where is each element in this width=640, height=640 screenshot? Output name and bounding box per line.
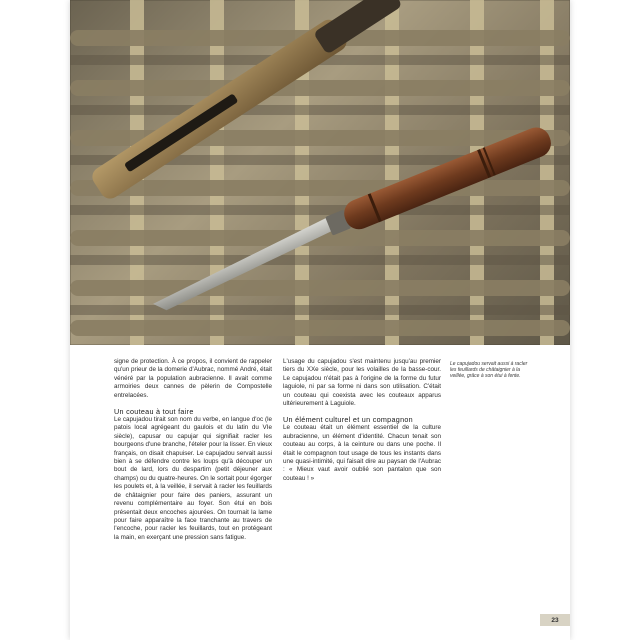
paragraph: signe de protection. À ce propos, il convient de rappeler qu'un prieur de la domerie d'Aubrac, nommé André, était vénéré par la population aubracienne. Il avait comme armoiries deux cannes de pèlerin de Compostelle entrelacées.	[114, 358, 272, 399]
page-number: 23	[540, 614, 570, 626]
knife-photo	[70, 0, 570, 345]
paragraph: Le couteau était un élément essentiel de la culture aubracienne, un élément d'identité. Chacun tenait son couteau au corps, à la ceinture ou dans une poche. Il était le compagnon tout usage de tous les instants dans une quasi-intimité, qui faisait dire au paysan de l'Aubrac : « Mieux vaut avoir oublié son pantalon que son couteau ! »	[283, 424, 441, 482]
book-page	[70, 0, 570, 640]
paragraph: Le capujadou tirait son nom du verbe, en langue d'oc (le patois local agrégeant du gaulois et du latin du VIe siècle), capusar ou capujar qui signifiait racler les bourgeons d'une branche, l'ételer pour la lisser. En vieux français, on disait chapuiser. Le capujadou servait aussi bien à se défendre contre les loups qu'à découper un bout de lard, lors du despartim (petit déjeuner aux champs) ou du quatre-heures. On le sortait pour égorger les poulets et, à la veillée, il servait à racler les feuillards de châtaignier pour faire des paniers, assurant un revenu complémentaire au foyer. Son étui en bois présentait deux encoches ajourées. On tournait la lame pour faire apparaître la face tranchante au travers de l'encoche, pour racler les feuillards, tout en protégeant la main, en exerçant une pression sans fatigue.	[114, 416, 272, 541]
section-heading: Un élément culturel et un compagnon	[283, 415, 413, 425]
photo-caption: Le capujadou servait aussi à racler les feuillards de châtaignier à la veillée, grâce à son étui à fente.	[450, 361, 528, 380]
knife-photo-illustration	[70, 0, 570, 345]
paragraph: L'usage du capujadou s'est maintenu jusqu'au premier tiers du XXe siècle, pour les volailles de la basse-cour. Le capujadou n'était pas à l'origine de la forme du futur laguiole, ni par sa forme ni dans son utilisation. C'était un couteau qui coexista avec les couteaux apparus ultérieurement à Laguiole.	[283, 358, 441, 408]
text-column-2	[283, 358, 441, 486]
section-heading: Un couteau à tout faire	[114, 407, 194, 417]
text-column-1	[114, 358, 272, 545]
